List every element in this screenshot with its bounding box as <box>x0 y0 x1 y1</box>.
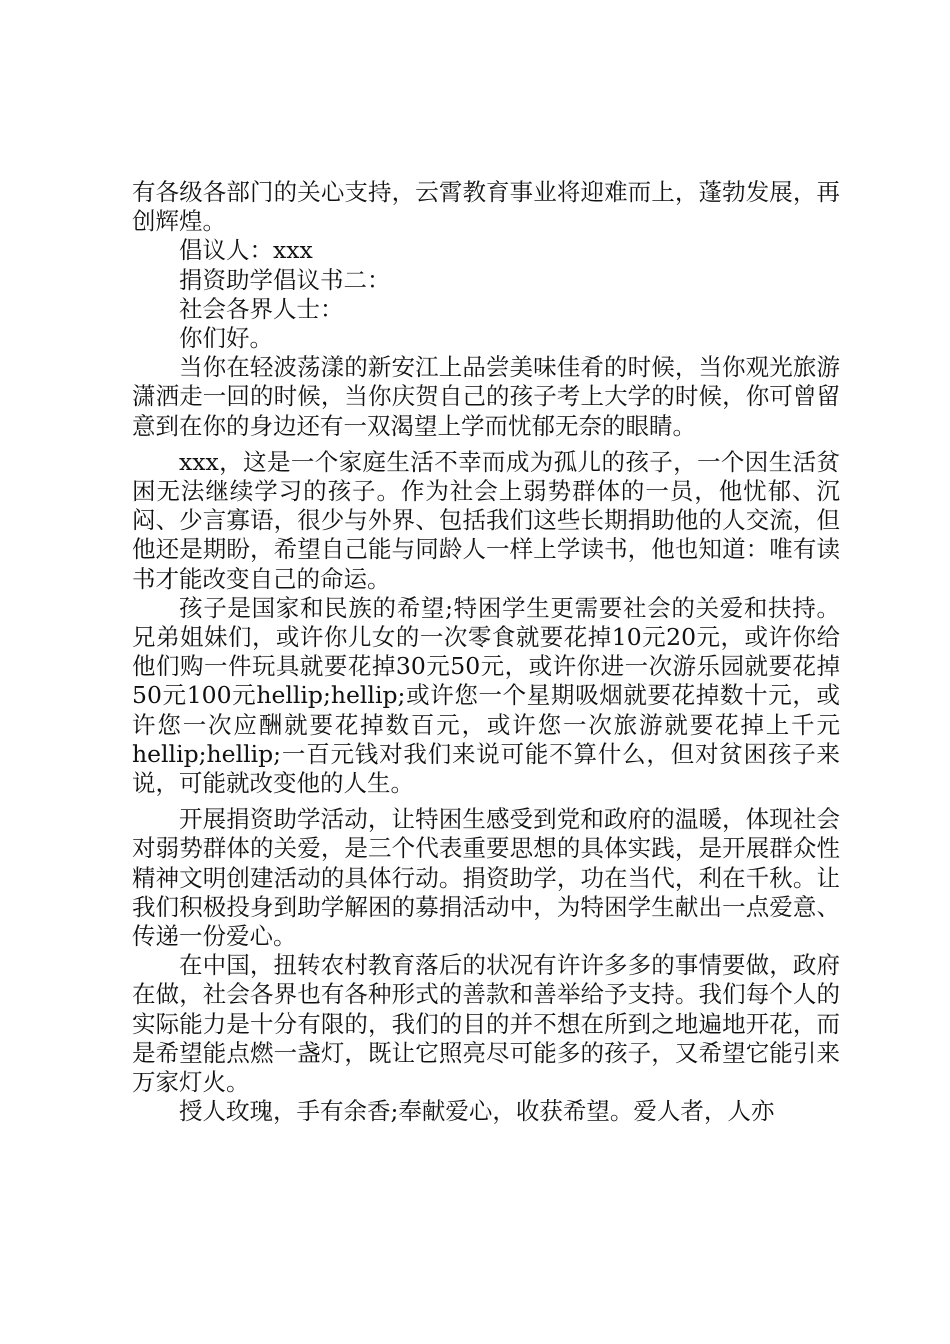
paragraph-body-4: 开展捐资助学活动，让特困生感受到党和政府的温暖，体现社会对弱势群体的关爱，是三个代表重要思想的具体实践，是开展群众性精神文明创建活动的具体行动。捐资助学，功在当代，利在千秋。让我们积极投身到助学解困的募捐活动中，为特困学生献出一点爱意、传递一份爱心。 <box>132 805 840 951</box>
paragraph-heading-proposal-two: 捐资助学倡议书二： <box>179 265 391 294</box>
paragraph-body-2: xxx，这是一个家庭生活不幸而成为孤儿的孩子，一个因生活贫困无法继续学习的孩子。作为社会上弱势群体的一员，他忧郁、沉闷、少言寡语，很少与外界、包括我们这些长期捐助他的人交流，但他还是期盼，希望自己能与同龄人一样上学读书，他也知道：唯有读书才能改变自己的命运。 <box>132 447 840 593</box>
paragraph-signatory: 倡议人：xxx <box>179 236 313 265</box>
paragraph-continuation: 有各级各部门的关心支持，云霄教育事业将迎难而上，蓬勃发展，再创辉煌。 <box>132 178 840 236</box>
paragraph-body-3: 孩子是国家和民族的希望;特困学生更需要社会的关爱和扶持。兄弟姐妹们，或许你儿女的一次零食就要花掉10元20元，或许你给他们购一件玩具就要花掉30元50元，或许你进一次游乐园就要花掉50元100元hellip;hellip;或许您一个星期吸烟就要花掉数十元，或许您一次应酬就要花掉数百元，或许您一次旅游就要花掉上千元hellip;hellip;一百元钱对我们来说可能不算什么，但对贫困孩子来说，可能就改变他的人生。 <box>132 593 840 798</box>
document-body <box>132 178 840 1127</box>
paragraph-body-1: 当你在轻波荡漾的新安江上品尝美味佳肴的时候，当你观光旅游潇洒走一回的时候，当你庆贺自己的孩子考上大学的时候，你可曾留意到在你的身边还有一双渴望上学而忧郁无奈的眼睛。 <box>132 353 840 440</box>
paragraph-greeting: 你们好。 <box>179 324 273 353</box>
paragraph-body-5: 在中国，扭转农村教育落后的状况有许许多多的事情要做，政府在做，社会各界也有各种形式的善款和善举给予支持。我们每个人的实际能力是十分有限的，我们的目的并不想在所到之地遍地开花，而是希望能点燃一盏灯，既让它照亮尽可能多的孩子，又希望它能引来万家灯火。 <box>132 951 840 1097</box>
paragraph-salutation: 社会各界人士： <box>179 294 344 323</box>
paragraph-body-6: 授人玫瑰，手有余香;奉献爱心，收获希望。爱人者，人亦 <box>179 1097 775 1126</box>
